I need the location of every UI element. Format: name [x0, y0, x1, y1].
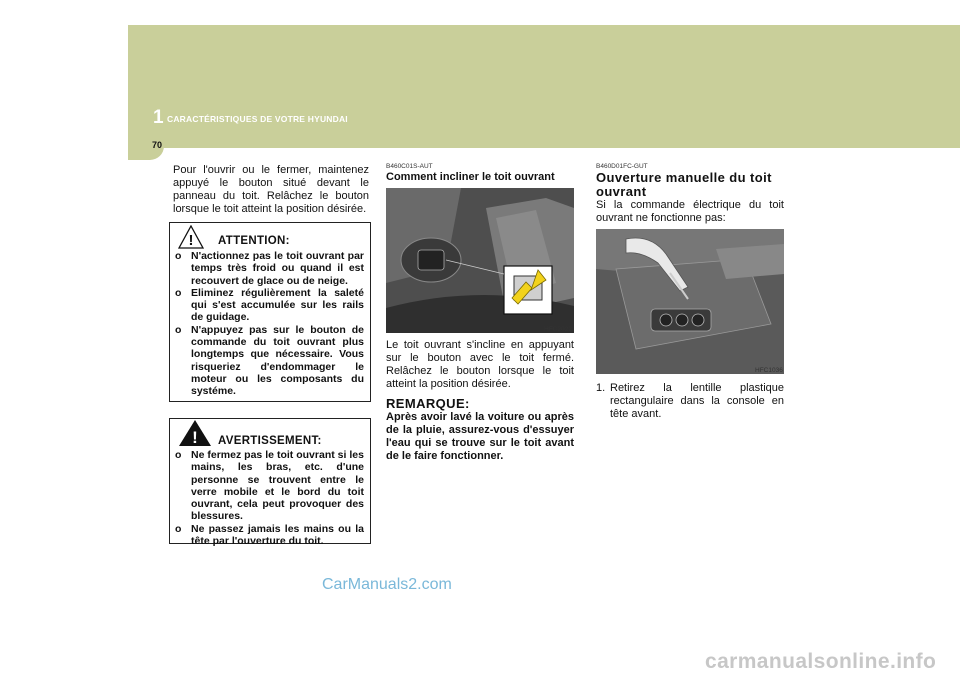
warning-triangle-icon	[178, 419, 212, 447]
page-number: 70	[152, 140, 163, 150]
col2-body-block	[386, 339, 574, 463]
col2-figure-code: HFC2022	[544, 326, 572, 333]
caution-triangle-icon	[178, 225, 204, 249]
col3-section-code: B460D01FC-GUT	[596, 163, 648, 170]
attention-list	[175, 250, 364, 398]
warning-title: AVERTISSEMENT:	[218, 435, 322, 447]
chapter-number: 1	[153, 107, 164, 128]
manual-opening-illustration	[596, 229, 784, 374]
attention-title: ATTENTION:	[218, 235, 290, 247]
col2-remark-title: REMARQUE:	[386, 396, 470, 411]
tilt-sunroof-photo	[386, 188, 574, 333]
header-band	[128, 25, 960, 148]
col3-step-text: Retirez la lentille plastique rectangulaire dans la console en tête avant.	[610, 382, 784, 420]
col2-section-code: B460C01S-AUT	[386, 163, 433, 170]
warning-item: o Ne passez jamais les mains ou la tête par l'ouverture du toit.	[175, 522, 364, 548]
col1-intro: Pour l'ouvrir ou le fermer, maintenez appuyé le bouton situé devant le panneau du toit. Relâchez le bouton lorsque le toit atteint la position désirée.	[173, 164, 369, 215]
warning-box	[169, 418, 371, 548]
col1-intro-block	[173, 164, 369, 216]
col3-intro: Si la commande électrique du toit ouvrant ne fonctionne pas:	[596, 199, 784, 224]
attention-item: o N'actionnez pas le toit ouvrant par temps très froid ou quand il est recouvert de glace ou de neige.	[175, 250, 364, 287]
col2-remark-body: Après avoir lavé la voiture ou après de la pluie, assurez-vous d'essuyer l'eau qui se trouve sur le toit avant de le faire fonctionner.	[386, 411, 574, 462]
warning-list	[175, 449, 364, 547]
chapter-title: CARACTÉRISTIQUES DE VOTRE HYUNDAI	[167, 114, 348, 124]
col3-heading: Ouverture manuelle du toit ouvrant	[596, 170, 772, 199]
caution-icon-glyph: !	[188, 232, 194, 249]
tilt-sunroof-illustration	[386, 188, 574, 333]
col2-body: Le toit ouvrant s'incline en appuyant sur le bouton avec le toit fermé. Relâchez le bouton lorsque le toit atteint la position désirée.	[386, 339, 574, 390]
warning-icon-glyph: !	[192, 428, 198, 447]
watermark-right: carmanualsonline.info	[705, 650, 937, 673]
warning-item: o Ne fermez pas le toit ouvrant si les mains, les bras, etc. d'une personne se trouvent entre le verre mobile et le bord du toit ouvrant, cela peut provoquer des blessures.	[175, 449, 364, 523]
attention-box	[169, 222, 371, 402]
attention-item: o Eliminez régulièrement la saleté qui s'est accumulée sur les rails de guidage.	[175, 286, 364, 324]
attention-item: o N'appuyez pas sur le bouton de commande du toit ouvrant plus longtemps que nécessaire. Vous risqueriez d'endommager le moteur ou les composants du systéme.	[175, 323, 364, 398]
manual-opening-photo	[596, 229, 784, 374]
col3-step-block	[596, 382, 784, 421]
col3-header	[596, 163, 784, 225]
col3-figure-code: HFC1036	[755, 367, 783, 374]
col2-heading: Comment incliner le toit ouvrant	[386, 171, 555, 183]
col2-header	[386, 163, 574, 184]
col3-step-number: 1.	[596, 382, 606, 394]
watermark-left: CarManuals2.com	[322, 576, 452, 593]
col3-step	[596, 382, 784, 421]
